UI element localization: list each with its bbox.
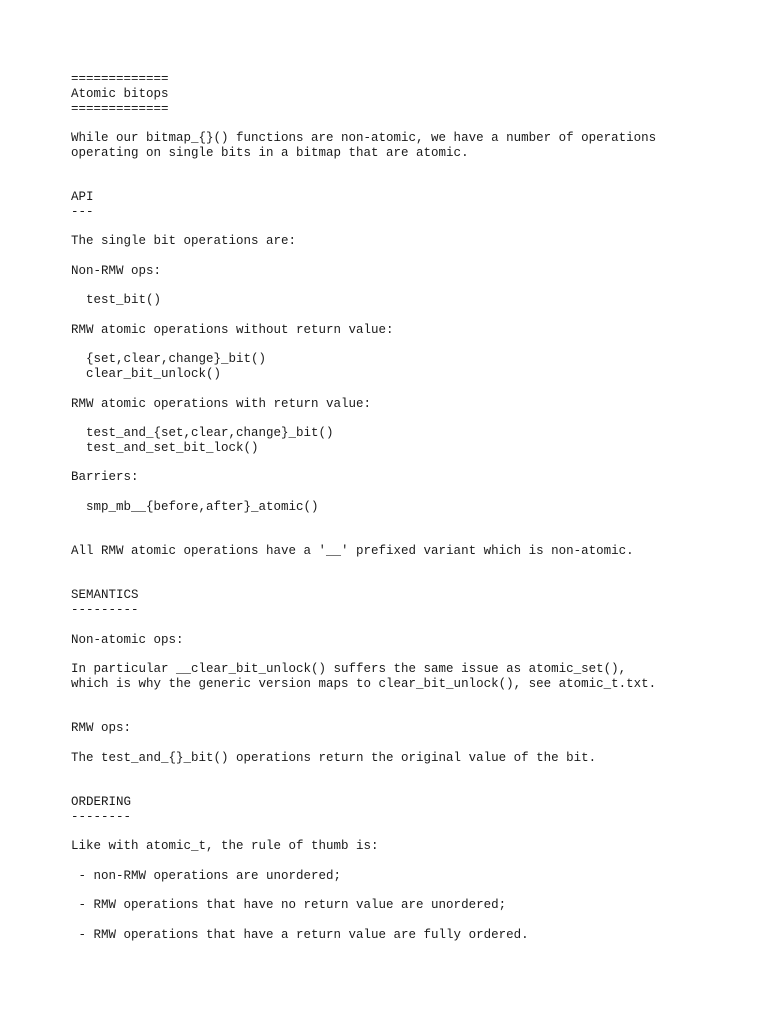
document-line: [71, 456, 731, 471]
document-line: [71, 574, 731, 589]
document-text: [71, 72, 731, 942]
document-line: Non-RMW ops:: [71, 263, 162, 278]
document-line: API: [71, 190, 94, 204]
document-line: Non-atomic ops:: [71, 632, 184, 647]
document-line: RMW atomic operations without return value:: [71, 322, 394, 337]
document-line: [71, 736, 731, 751]
document-line: The single bit operations are:: [71, 234, 297, 249]
document-line: While our bitmap_{}() functions are non-atomic, we have a number of operations: [71, 131, 657, 145]
document-line: ---: [71, 204, 94, 219]
document-line: smp_mb__{before,after}_atomic(): [71, 499, 319, 514]
document-line: [71, 161, 731, 176]
document-line: [71, 382, 731, 397]
document-line: [71, 913, 731, 928]
document-line: RMW atomic operations with return value:: [71, 396, 372, 411]
document-line: test_and_{set,clear,change}_bit(): [71, 426, 334, 440]
document-line: =============: [71, 101, 169, 116]
document-line: [71, 883, 731, 898]
document-line: [71, 116, 731, 131]
document-line: [71, 485, 731, 500]
document-line: [71, 529, 731, 544]
document-line: [71, 618, 731, 633]
document-line: [71, 780, 731, 795]
document-line: [71, 249, 731, 264]
document-line: test_bit(): [71, 293, 162, 308]
document-line: which is why the generic version maps to clear_bit_unlock(), see atomic_t.txt.: [71, 676, 657, 691]
document-line: All RMW atomic operations have a '__' prefixed variant which is non-atomic.: [71, 544, 634, 558]
document-line: Atomic bitops: [71, 86, 169, 101]
document-line: RMW ops:: [71, 721, 132, 735]
document-line: [71, 824, 731, 839]
document-line: =============: [71, 72, 169, 86]
document-line: [71, 765, 731, 780]
document-line: [71, 175, 731, 190]
document-line: [71, 692, 731, 707]
document-line: - non-RMW operations are unordered;: [71, 868, 342, 883]
document-line: ORDERING: [71, 794, 132, 809]
document-line: In particular __clear_bit_unlock() suffers the same issue as atomic_set(),: [71, 662, 627, 676]
document-line: The test_and_{}_bit() operations return the original value of the bit.: [71, 750, 597, 765]
document-line: {set,clear,change}_bit(): [71, 352, 267, 367]
document-line: [71, 338, 731, 353]
document-line: [71, 279, 731, 294]
document-line: SEMANTICS: [71, 588, 139, 603]
document-line: --------: [71, 809, 132, 824]
document-line: [71, 706, 731, 721]
document-line: Like with atomic_t, the rule of thumb is:: [71, 839, 379, 853]
document-line: [71, 308, 731, 323]
document-line: [71, 854, 731, 869]
document-line: - RMW operations that have no return value are unordered;: [71, 898, 507, 912]
document-line: ---------: [71, 603, 139, 617]
document-line: [71, 647, 731, 662]
document-line: [71, 515, 731, 530]
document-line: Barriers:: [71, 470, 139, 485]
document-line: operating on single bits in a bitmap that are atomic.: [71, 145, 469, 160]
document-line: test_and_set_bit_lock(): [71, 440, 259, 455]
document-line: [71, 559, 731, 574]
document-line: clear_bit_unlock(): [71, 367, 222, 381]
document-line: - RMW operations that have a return value are fully ordered.: [71, 927, 529, 942]
document-line: [71, 220, 731, 235]
document-line: [71, 411, 731, 426]
